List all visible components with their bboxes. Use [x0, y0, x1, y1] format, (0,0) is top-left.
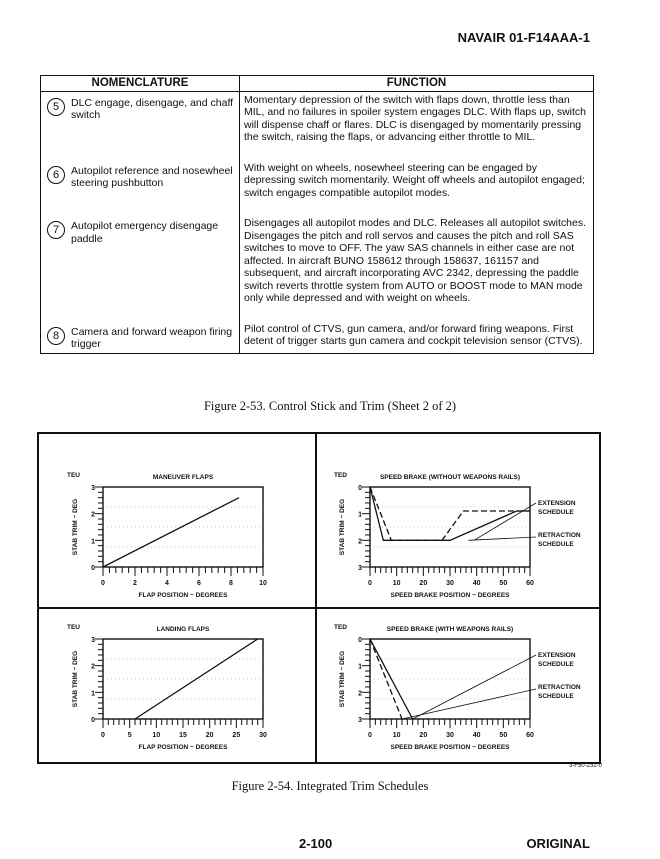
series-line — [370, 487, 530, 540]
y-tick-label: 0 — [358, 637, 362, 644]
item-function: Momentary depression of the switch with flaps down, throttle less than MIL, and no failures in spoiler system engages DLC. With flaps up, switch will dispense chaff or flares. DLC is disengaged by momentarily pressing the switch, raising the flaps, or advancing either throttle to MIL. — [240, 91, 594, 144]
x-tick-label: 60 — [526, 580, 534, 587]
item-function: Disengages all autopilot modes and DLC. Releases all autopilot switches. Disengages the pitch and roll servos and causes the pitch and roll SAS switches to move to OFF. The yaw SAS channels in either case are not affected. In aircraft BUNO 158612 through 158637, 161157 and subsequent, and aircraft incorporating AVC 2342, depressing the paddle switch reverts throttle system from AUTO or BOOST mode to MAN mode only while depressed and with weight on wheels. — [240, 215, 594, 305]
annotation-label: EXTENSION — [538, 500, 576, 507]
x-axis-label: FLAP POSITION ~ DEGREES — [138, 744, 228, 751]
x-tick-label: 10 — [259, 580, 267, 587]
chart-maneuver-flaps — [55, 465, 295, 605]
chart-title: SPEED BRAKE (WITH WEAPONS RAILS) — [386, 626, 514, 633]
item-name: Autopilot emergency disengage paddle — [71, 220, 219, 245]
item-number: 5 — [47, 98, 65, 116]
annotation-label: EXTENSION — [538, 652, 576, 659]
y-tick-label: 2 — [91, 663, 95, 671]
footer-original: ORIGINAL — [526, 836, 590, 851]
x-tick-label: 50 — [499, 580, 508, 587]
axis-top-label: TEU — [67, 624, 80, 631]
annotation-leader — [474, 503, 536, 540]
axis-top-label: TEU — [67, 472, 80, 479]
y-tick-label: 3 — [91, 637, 95, 644]
y-tick-label: 1 — [91, 538, 95, 546]
x-tick-label: 50 — [499, 732, 508, 739]
y-tick-label: 2 — [358, 690, 362, 698]
series-line — [103, 498, 239, 567]
annotation-label: SCHEDULE — [538, 693, 574, 700]
figure-divider — [37, 607, 599, 609]
x-tick-label: 4 — [165, 580, 169, 587]
x-tick-label: 5 — [127, 732, 132, 739]
page-number: 2-100 — [299, 836, 333, 851]
series-line — [370, 487, 530, 540]
y-axis-label: STAB TRIM ~ DEG — [72, 650, 79, 708]
chart-landing-flaps — [55, 617, 295, 757]
annotation-label: SCHEDULE — [538, 509, 574, 516]
y-tick-label: 2 — [91, 511, 95, 519]
item-name: Camera and forward weapon firing trigger — [71, 325, 233, 350]
y-tick-label: 3 — [358, 565, 362, 572]
x-tick-label: 15 — [179, 732, 187, 739]
x-tick-label: 8 — [229, 580, 233, 587]
axis-top-label: TED — [334, 472, 347, 479]
item-number: 7 — [47, 221, 65, 239]
item-function: With weight on wheels, nosewheel steering can be engaged by depressing switch momentarily. Weight off wheels and autopilot engaged; switch engages compatible autopilot modes. — [240, 160, 594, 200]
item-number: 6 — [47, 166, 65, 184]
x-tick-label: 25 — [232, 732, 241, 739]
x-tick-label: 0 — [101, 580, 105, 587]
x-tick-label: 60 — [526, 732, 534, 739]
y-tick-label: 0 — [358, 485, 362, 492]
annotation-leader — [413, 655, 536, 719]
figure-caption: Figure 2-54. Integrated Trim Schedules — [231, 779, 429, 793]
x-tick-label: 0 — [101, 732, 105, 739]
x-tick-label: 40 — [472, 580, 481, 587]
item-number: 8 — [47, 327, 65, 345]
y-tick-label: 0 — [91, 565, 95, 572]
x-tick-label: 0 — [368, 580, 372, 587]
x-tick-label: 6 — [197, 580, 201, 587]
item-name: Autopilot reference and nosewheel steering pushbutton — [71, 164, 233, 189]
x-tick-label: 30 — [446, 580, 454, 587]
nomenclature-table — [40, 75, 594, 354]
chart-title: LANDING FLAPS — [156, 626, 210, 633]
col-header-function: FUNCTION — [240, 76, 594, 92]
y-axis-label: STAB TRIM ~ DEG — [72, 498, 79, 556]
figure-caption: Figure 2-53. Control Stick and Trim (Sheet 2 of 2) — [203, 399, 457, 413]
y-tick-label: 2 — [358, 538, 362, 546]
x-tick-label: 2 — [133, 580, 137, 587]
chart-title: MANEUVER FLAPS — [152, 474, 214, 481]
x-tick-label: 0 — [368, 732, 372, 739]
x-tick-label: 20 — [419, 580, 428, 587]
x-tick-label: 20 — [419, 732, 428, 739]
col-header-nomenclature: NOMENCLATURE — [41, 76, 240, 92]
y-tick-label: 3 — [91, 485, 95, 492]
x-axis-label: SPEED BRAKE POSITION ~ DEGREES — [390, 744, 510, 751]
y-axis-label: STAB TRIM ~ DEG — [339, 498, 346, 556]
figure-divider — [315, 432, 317, 762]
x-tick-label: 40 — [472, 732, 481, 739]
chart-title: SPEED BRAKE (WITHOUT WEAPONS RAILS) — [379, 474, 521, 481]
x-tick-label: 10 — [392, 732, 401, 739]
x-axis-label: FLAP POSITION ~ DEGREES — [138, 592, 228, 599]
annotation-label: SCHEDULE — [538, 661, 574, 668]
x-tick-label: 10 — [152, 732, 161, 739]
annotation-label: RETRACTION — [538, 532, 581, 539]
chart-speed-brake-with-rails — [322, 617, 594, 757]
item-name: DLC engage, disengage, and chaff switch — [71, 96, 234, 121]
x-tick-label: 20 — [205, 732, 214, 739]
x-axis-label: SPEED BRAKE POSITION ~ DEGREES — [390, 592, 510, 599]
x-tick-label: 30 — [446, 732, 454, 739]
y-tick-label: 1 — [91, 690, 95, 698]
figure-reference-code: 3-F50-232-0 — [568, 763, 602, 769]
axis-top-label: TED — [334, 624, 347, 631]
annotation-leader — [402, 689, 536, 719]
y-tick-label: 3 — [358, 717, 362, 724]
chart-speed-brake-without-rails — [322, 465, 594, 605]
y-axis-label: STAB TRIM ~ DEG — [339, 650, 346, 708]
y-tick-label: 0 — [91, 717, 95, 724]
x-tick-label: 30 — [259, 732, 267, 739]
item-function: Pilot control of CTVS, gun camera, and/or forward firing weapons. First detent of trigger starts gun camera and cockpit television sensor (CTVS). — [240, 321, 594, 354]
annotation-label: SCHEDULE — [538, 541, 574, 548]
x-tick-label: 10 — [392, 580, 401, 587]
document-header: NAVAIR 01-F14AAA-1 — [457, 30, 590, 45]
annotation-label: RETRACTION — [538, 684, 581, 691]
y-tick-label: 1 — [358, 511, 362, 519]
y-tick-label: 1 — [358, 663, 362, 671]
